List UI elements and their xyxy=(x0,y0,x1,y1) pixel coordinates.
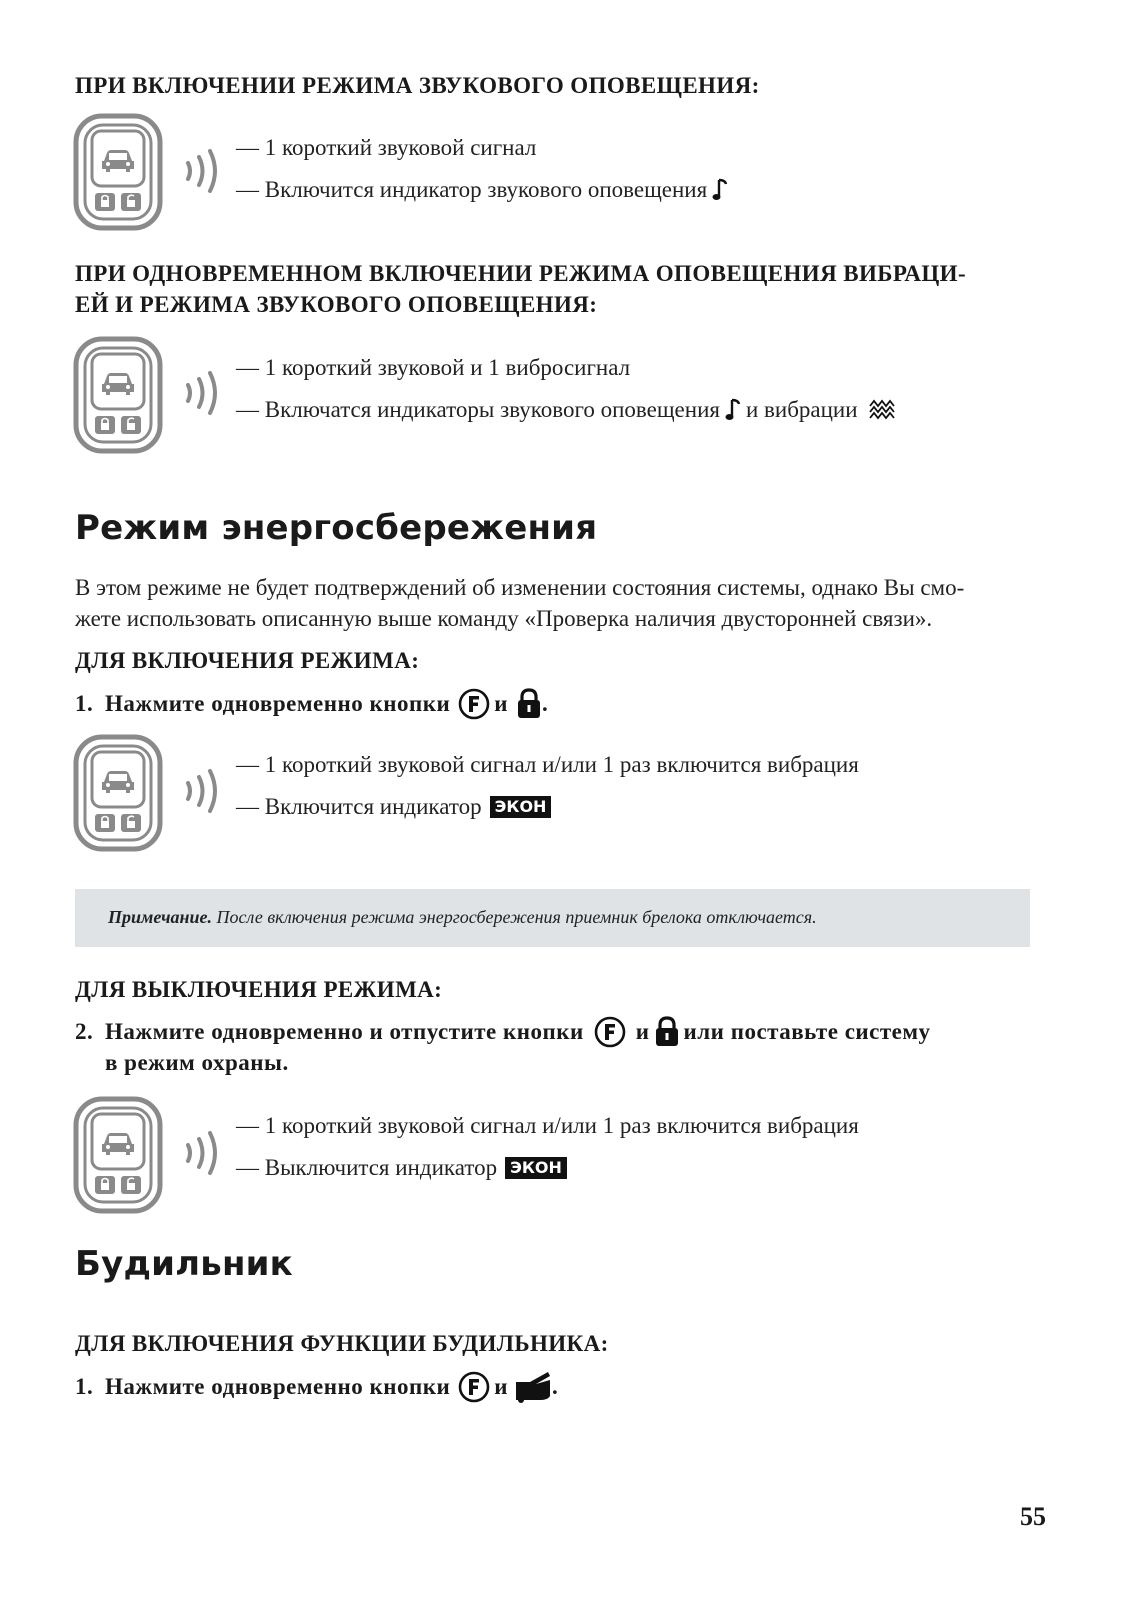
step-disable-cont: в режим охраны. xyxy=(105,1050,289,1075)
f-button-icon xyxy=(594,1016,626,1048)
alarm-title: Будильник xyxy=(75,1244,293,1284)
vibration-icon xyxy=(868,398,896,422)
key-fob-icon xyxy=(73,113,163,231)
fb-line: — 1 короткий звуковой сигнал xyxy=(236,135,537,160)
lock-icon xyxy=(516,688,542,720)
sound-waves-icon xyxy=(183,368,223,418)
fb-line: — 1 короткий звуковой сигнал и/или 1 раз включится вибрация xyxy=(236,752,859,777)
note-icon xyxy=(711,178,729,202)
f-button-icon xyxy=(458,688,490,720)
fb-line: — 1 короткий звуковой и 1 вибросигнал xyxy=(236,355,631,380)
econ-indicator-badge: ЭКОН xyxy=(490,796,552,818)
sound-waves-icon xyxy=(183,766,223,816)
energy-description: В этом режиме не будет подтверждений об изменении состояния системы, однако Вы смо- жете использовать описанную выше команду «Проверка наличия двусторонней связи». xyxy=(75,575,965,631)
sound-waves-icon xyxy=(183,146,223,196)
lock-icon xyxy=(654,1016,680,1048)
step-alarm: 1. Нажмите одновременно кнопки и . xyxy=(75,1370,558,1404)
combined-alert-heading: ПРИ ОДНОВРЕМЕННОМ ВКЛЮЧЕНИИ РЕЖИМА ОПОВЕЩЕНИЯ ВИБРАЦИ- ЕЙ И РЕЖИМА ЗВУКОВОГО ОПОВЕЩЕНИЯ: xyxy=(75,261,967,317)
trunk-icon xyxy=(514,1370,552,1404)
f-button-icon xyxy=(458,1371,490,1403)
enable-mode-heading: ДЛЯ ВКЛЮЧЕНИЯ РЕЖИМА: xyxy=(75,648,420,673)
fb-line: — Включится индикатор ЭКОН xyxy=(236,794,551,820)
sound-waves-icon xyxy=(183,1128,223,1178)
fb-line: — Выключится индикатор ЭКОН xyxy=(236,1155,567,1181)
energy-saving-title: Режим энергосбережения xyxy=(75,508,598,548)
fb-line: — Включится индикатор звукового оповещения xyxy=(236,177,733,203)
fb-line: — Включатся индикаторы звукового оповещения и вибрации xyxy=(236,397,900,423)
step-disable: 2. Нажмите одновременно и отпустите кнопки и или поставьте систему xyxy=(75,1016,931,1048)
note-text: Примечание. После включения режима энергосбережения приемник брелока отключается. xyxy=(108,907,817,927)
note-icon xyxy=(724,398,742,422)
key-fob-icon xyxy=(73,336,163,454)
econ-indicator-badge: ЭКОН xyxy=(505,1157,567,1179)
key-fob-icon xyxy=(73,734,163,852)
alarm-enable-heading: ДЛЯ ВКЛЮЧЕНИЯ ФУНКЦИИ БУДИЛЬНИКА: xyxy=(75,1331,609,1356)
step-enable: 1. Нажмите одновременно кнопки и . xyxy=(75,688,548,720)
note-box xyxy=(75,889,1030,947)
page-number: 55 xyxy=(1020,1502,1046,1531)
fb-line: — 1 короткий звуковой сигнал и/или 1 раз включится вибрация xyxy=(236,1113,859,1138)
key-fob-icon xyxy=(73,1096,163,1214)
disable-mode-heading: ДЛЯ ВЫКЛЮЧЕНИЯ РЕЖИМА: xyxy=(75,977,443,1002)
sound-alert-heading: ПРИ ВКЛЮЧЕНИИ РЕЖИМА ЗВУКОВОГО ОПОВЕЩЕНИЯ: xyxy=(75,73,760,98)
